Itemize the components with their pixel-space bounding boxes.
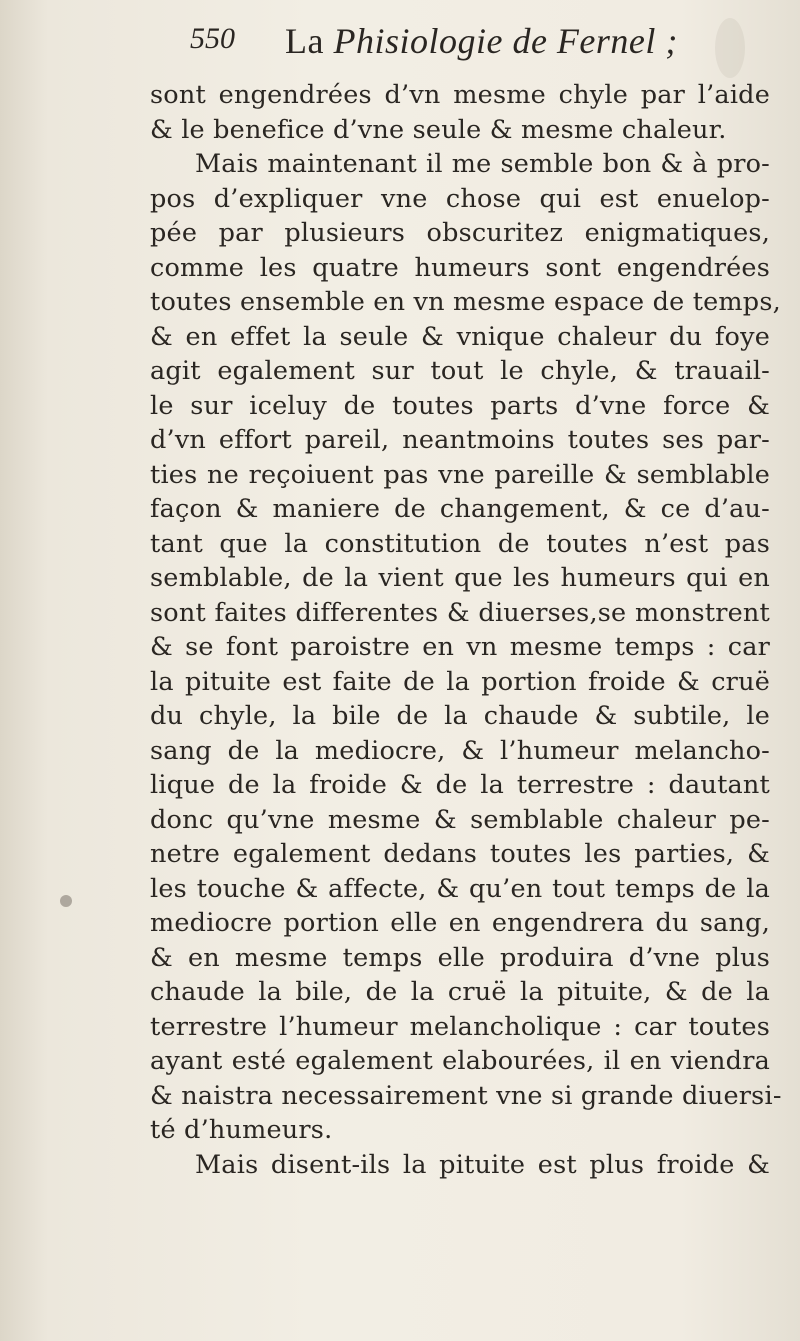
text-line: sang de la mediocre, & l’humeur melancho- <box>150 735 770 766</box>
text-line: & se font paroistre en vn mesme temps : car <box>150 632 770 662</box>
text-line: netre egalement dedans toutes les parties, & <box>150 839 770 869</box>
text-line: du chyle, la bile de la chaude & subtile, le <box>150 701 770 731</box>
text-line: ties ne reçoiuent pas vne pareille & semblable <box>150 459 770 490</box>
running-title-rest: Phisiologie de Fernel <box>323 21 656 61</box>
text-line: toutes ensemble en vn mesme espace de temps, <box>150 287 781 317</box>
text-line: lique de la froide & de la terrestre : dautant <box>150 770 770 800</box>
running-title-mark: ; <box>665 21 678 61</box>
text-line: d’vn effort pareil, neantmoins toutes ses par- <box>150 425 770 455</box>
running-title-lead: La <box>285 21 324 61</box>
text-line: les touche & affecte, & qu’en tout temps de la <box>150 873 770 904</box>
text-line: chaude la bile, de la cruë la pituite, & de la <box>150 977 770 1007</box>
text-line: tant que la constitution de toutes n’est pas <box>150 528 770 559</box>
body-text <box>150 78 782 1182</box>
ink-speck <box>60 895 72 907</box>
text-line: pos d’expliquer vne chose qui est enuelop- <box>150 183 770 214</box>
text-line: semblable, de la vient que les humeurs qui en <box>150 563 770 593</box>
text-line: & le benefice d’vne seule & mesme chaleur. <box>150 114 727 145</box>
text-line: té d’humeurs. <box>150 1115 333 1145</box>
page-number: 550 <box>190 22 235 55</box>
page-header <box>150 20 770 78</box>
text-line: sont engendrées d’vn mesme chyle par l’aide <box>150 80 770 110</box>
text-line: le sur iceluy de toutes parts d’vne force & <box>150 390 770 421</box>
text-line: Mais maintenant il me semble bon & à pro- <box>195 149 770 179</box>
text-line: terrestre l’humeur melancholique : car toutes <box>150 1011 770 1042</box>
text-line: sont faites differentes & diuerses,se monstrent <box>150 597 770 628</box>
text-line: agit egalement sur tout le chyle, & trauail- <box>150 356 770 386</box>
text-line: & naistra necessairement vne si grande diuersi- <box>150 1080 782 1111</box>
text-line: mediocre portion elle en engendrera du sang, <box>150 908 770 938</box>
text-line: ayant esté egalement elabourées, il en viendra <box>150 1046 770 1076</box>
text-line: & en mesme temps elle produira d’vne plus <box>150 942 770 973</box>
text-line: comme les quatre humeurs sont engendrées <box>150 252 770 283</box>
text-line: donc qu’vne mesme & semblable chaleur pe- <box>150 804 770 835</box>
text-block <box>150 20 782 1182</box>
text-line: pée par plusieurs obscuritez enigmatiques, <box>150 218 770 248</box>
text-line: & en effet la seule & vnique chaleur du foye <box>150 321 770 352</box>
text-line: la pituite est faite de la portion froide & cruë <box>150 666 770 697</box>
text-line: façon & maniere de changement, & ce d’au- <box>150 494 770 524</box>
running-title <box>285 20 678 62</box>
text-line: Mais disent-ils la pituite est plus froide & <box>195 1149 770 1180</box>
